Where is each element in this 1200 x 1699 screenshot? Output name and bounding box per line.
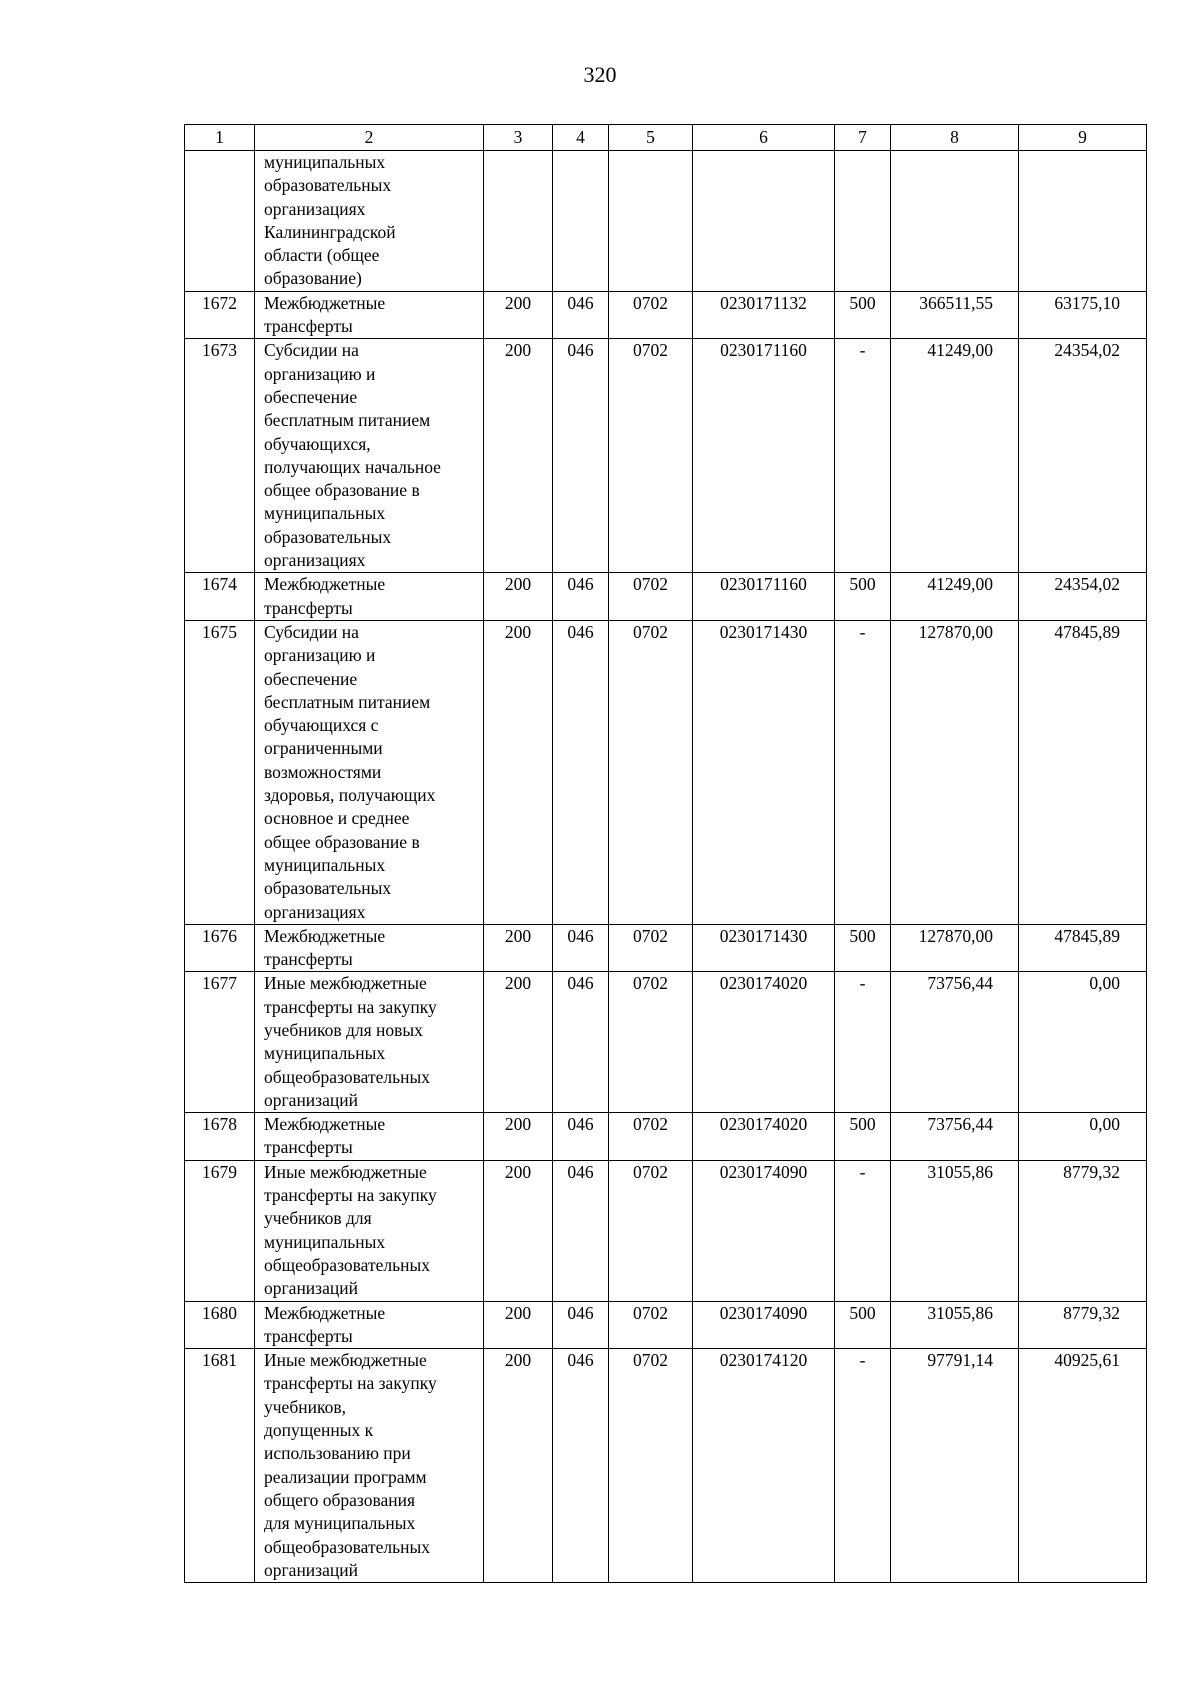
code-6-cell: 0230171132 bbox=[693, 291, 835, 339]
code-7-cell: - bbox=[835, 620, 891, 924]
code-4-cell: 046 bbox=[553, 1160, 609, 1301]
amount-9-cell bbox=[1019, 151, 1147, 292]
item-name-line: Иные межбюджетные bbox=[264, 973, 427, 994]
code-3-cell: 200 bbox=[484, 924, 553, 972]
code-3-cell: 200 bbox=[484, 620, 553, 924]
row-number-cell: 1673 bbox=[185, 339, 255, 573]
code-4-cell: 046 bbox=[553, 291, 609, 339]
table-row bbox=[185, 573, 1147, 621]
amount-8-cell: 31055,86 bbox=[891, 1301, 1019, 1349]
item-name-line: организаций bbox=[264, 1559, 358, 1580]
item-name-line: общеобразовательных bbox=[264, 1066, 430, 1087]
item-name-line: муниципальных bbox=[264, 152, 386, 172]
item-name-line: организациях bbox=[264, 550, 366, 571]
code-3-cell: 200 bbox=[484, 1160, 553, 1301]
code-4-cell: 046 bbox=[553, 1113, 609, 1161]
item-name-cell bbox=[255, 972, 484, 1113]
item-name-line: бесплатным питанием bbox=[264, 410, 431, 431]
header-cell: 5 bbox=[609, 125, 693, 151]
page-number: 320 bbox=[583, 62, 617, 87]
header-row bbox=[185, 125, 1147, 151]
item-name-line: Межбюджетные bbox=[264, 574, 386, 595]
amount-9-cell: 40925,61 bbox=[1019, 1349, 1147, 1583]
table-row bbox=[185, 291, 1147, 339]
code-5-cell: 0702 bbox=[609, 339, 693, 573]
item-name-line: образовательных bbox=[264, 175, 392, 196]
amount-8-cell: 97791,14 bbox=[891, 1349, 1019, 1583]
code-4-cell: 046 bbox=[553, 924, 609, 972]
code-5-cell bbox=[609, 151, 693, 292]
code-4-cell: 046 bbox=[553, 620, 609, 924]
amount-8-cell bbox=[891, 151, 1019, 292]
row-number-cell: 1675 bbox=[185, 620, 255, 924]
code-5-cell: 0702 bbox=[609, 924, 693, 972]
item-name-line: Иные межбюджетные bbox=[264, 1161, 427, 1182]
code-4-cell: 046 bbox=[553, 972, 609, 1113]
item-name-line: общеобразовательных bbox=[264, 1254, 430, 1275]
table-row bbox=[185, 972, 1147, 1113]
row-number-cell: 1681 bbox=[185, 1349, 255, 1583]
item-name-line: образование) bbox=[264, 268, 362, 289]
code-6-cell: 0230174090 bbox=[693, 1160, 835, 1301]
item-name-cell bbox=[255, 1301, 484, 1349]
item-name-line: общее образование в bbox=[264, 831, 420, 852]
amount-8-cell: 41249,00 bbox=[891, 573, 1019, 621]
code-7-cell: 500 bbox=[835, 1113, 891, 1161]
item-name-line: обеспечение bbox=[264, 386, 358, 407]
item-name-line: для муниципальных bbox=[264, 1513, 416, 1534]
item-name-line: Калининградской bbox=[264, 221, 396, 242]
code-6-cell: 0230174090 bbox=[693, 1301, 835, 1349]
item-name-line: ограниченными bbox=[264, 738, 383, 759]
item-name-line: организацию и bbox=[264, 363, 376, 384]
header-cell: 1 bbox=[185, 125, 255, 151]
item-name-line: трансферты bbox=[264, 597, 353, 618]
item-name-line: организацию и bbox=[264, 645, 376, 666]
amount-9-cell: 0,00 bbox=[1019, 972, 1147, 1113]
item-name-cell bbox=[255, 573, 484, 621]
item-name-line: обеспечение bbox=[264, 668, 358, 689]
item-name-line: общеобразовательных bbox=[264, 1536, 430, 1557]
table-row bbox=[185, 924, 1147, 972]
code-7-cell: 500 bbox=[835, 1301, 891, 1349]
code-3-cell: 200 bbox=[484, 573, 553, 621]
code-7-cell bbox=[835, 151, 891, 292]
item-name-line: организациях bbox=[264, 198, 366, 219]
amount-9-cell: 8779,32 bbox=[1019, 1160, 1147, 1301]
table-row bbox=[185, 151, 1147, 292]
item-name-line: трансферты на закупку bbox=[264, 1373, 437, 1394]
amount-9-cell: 47845,89 bbox=[1019, 620, 1147, 924]
item-name-line: здоровья, получающих bbox=[264, 785, 436, 806]
code-3-cell: 200 bbox=[484, 1113, 553, 1161]
row-number-cell: 1677 bbox=[185, 972, 255, 1113]
code-3-cell: 200 bbox=[484, 972, 553, 1113]
header-cell: 9 bbox=[1019, 125, 1147, 151]
code-7-cell: 500 bbox=[835, 924, 891, 972]
amount-8-cell: 31055,86 bbox=[891, 1160, 1019, 1301]
table-row bbox=[185, 1349, 1147, 1583]
code-6-cell: 0230174020 bbox=[693, 972, 835, 1113]
code-7-cell: 500 bbox=[835, 291, 891, 339]
code-6-cell: 0230171160 bbox=[693, 339, 835, 573]
item-name-line: образовательных bbox=[264, 526, 392, 547]
item-name-line: учебников, bbox=[264, 1396, 346, 1417]
item-name-line: обучающихся с bbox=[264, 715, 379, 736]
amount-8-cell: 366511,55 bbox=[891, 291, 1019, 339]
item-name-line: образовательных bbox=[264, 878, 392, 899]
amount-8-cell: 73756,44 bbox=[891, 972, 1019, 1113]
code-4-cell: 046 bbox=[553, 1301, 609, 1349]
code-6-cell: 0230171430 bbox=[693, 620, 835, 924]
item-name-cell bbox=[255, 339, 484, 573]
item-name-cell bbox=[255, 151, 484, 292]
header-cell: 2 bbox=[255, 125, 484, 151]
item-name-line: трансферты bbox=[264, 1137, 353, 1158]
code-5-cell: 0702 bbox=[609, 1349, 693, 1583]
code-6-cell: 0230174120 bbox=[693, 1349, 835, 1583]
header-cell: 7 bbox=[835, 125, 891, 151]
item-name-line: трансферты на закупку bbox=[264, 1185, 437, 1206]
code-7-cell: - bbox=[835, 1160, 891, 1301]
item-name-line: Иные межбюджетные bbox=[264, 1350, 427, 1371]
header-cell: 3 bbox=[484, 125, 553, 151]
code-7-cell: - bbox=[835, 1349, 891, 1583]
code-7-cell: 500 bbox=[835, 573, 891, 621]
amount-8-cell: 73756,44 bbox=[891, 1113, 1019, 1161]
code-6-cell bbox=[693, 151, 835, 292]
item-name-line: Межбюджетные bbox=[264, 292, 386, 313]
header-cell: 4 bbox=[553, 125, 609, 151]
item-name-line: общего образования bbox=[264, 1489, 416, 1510]
item-name-line: организаций bbox=[264, 1278, 358, 1299]
item-name-line: области (общее bbox=[264, 245, 380, 266]
table-row bbox=[185, 339, 1147, 573]
code-4-cell: 046 bbox=[553, 573, 609, 621]
row-number-cell: 1678 bbox=[185, 1113, 255, 1161]
code-5-cell: 0702 bbox=[609, 1301, 693, 1349]
item-name-line: Субсидии на bbox=[264, 621, 359, 642]
code-3-cell: 200 bbox=[484, 1301, 553, 1349]
item-name-line: трансферты bbox=[264, 949, 353, 970]
code-5-cell: 0702 bbox=[609, 1160, 693, 1301]
item-name-line: муниципальных bbox=[264, 854, 386, 875]
code-5-cell: 0702 bbox=[609, 291, 693, 339]
item-name-cell bbox=[255, 1113, 484, 1161]
code-4-cell: 046 bbox=[553, 1349, 609, 1583]
item-name-line: допущенных к bbox=[264, 1420, 374, 1441]
code-6-cell: 0230171430 bbox=[693, 924, 835, 972]
item-name-cell bbox=[255, 924, 484, 972]
row-number-cell: 1676 bbox=[185, 924, 255, 972]
item-name-line: Субсидии на bbox=[264, 340, 359, 361]
amount-9-cell: 63175,10 bbox=[1019, 291, 1147, 339]
item-name-line: муниципальных bbox=[264, 503, 386, 524]
item-name-line: Межбюджетные bbox=[264, 925, 386, 946]
code-3-cell: 200 bbox=[484, 1349, 553, 1583]
amount-9-cell: 47845,89 bbox=[1019, 924, 1147, 972]
code-4-cell bbox=[553, 151, 609, 292]
item-name-cell bbox=[255, 291, 484, 339]
code-3-cell: 200 bbox=[484, 339, 553, 573]
code-3-cell: 200 bbox=[484, 291, 553, 339]
item-name-line: муниципальных bbox=[264, 1231, 386, 1252]
item-name-cell bbox=[255, 1349, 484, 1583]
code-6-cell: 0230174020 bbox=[693, 1113, 835, 1161]
item-name-cell bbox=[255, 620, 484, 924]
amount-8-cell: 127870,00 bbox=[891, 924, 1019, 972]
item-name-line: трансферты bbox=[264, 1325, 353, 1346]
item-name-line: использованию при bbox=[264, 1443, 411, 1464]
table-row bbox=[185, 620, 1147, 924]
amount-9-cell: 8779,32 bbox=[1019, 1301, 1147, 1349]
item-name-line: учебников для новых bbox=[264, 1019, 423, 1040]
item-name-line: получающих начальное bbox=[264, 456, 441, 477]
item-name-line: трансферты на закупку bbox=[264, 996, 437, 1017]
item-name-line: обучающихся, bbox=[264, 433, 371, 454]
item-name-line: реализации программ bbox=[264, 1466, 427, 1487]
code-5-cell: 0702 bbox=[609, 620, 693, 924]
table-body bbox=[185, 151, 1147, 1583]
item-name-line: общее образование в bbox=[264, 480, 420, 501]
code-5-cell: 0702 bbox=[609, 1113, 693, 1161]
item-name-line: трансферты bbox=[264, 316, 353, 337]
item-name-line: организаций bbox=[264, 1089, 358, 1110]
item-name-line: организациях bbox=[264, 901, 366, 922]
row-number-cell: 1672 bbox=[185, 291, 255, 339]
code-7-cell: - bbox=[835, 972, 891, 1113]
table-row bbox=[185, 1113, 1147, 1161]
amount-8-cell: 41249,00 bbox=[891, 339, 1019, 573]
code-6-cell: 0230171160 bbox=[693, 573, 835, 621]
item-name-line: бесплатным питанием bbox=[264, 691, 431, 712]
code-4-cell: 046 bbox=[553, 339, 609, 573]
header-cell: 8 bbox=[891, 125, 1019, 151]
item-name-line: учебников для bbox=[264, 1208, 372, 1229]
amount-9-cell: 0,00 bbox=[1019, 1113, 1147, 1161]
row-number-cell: 1674 bbox=[185, 573, 255, 621]
amount-9-cell: 24354,02 bbox=[1019, 573, 1147, 621]
item-name-line: Межбюджетные bbox=[264, 1114, 386, 1135]
code-3-cell bbox=[484, 151, 553, 292]
row-number-cell bbox=[185, 151, 255, 292]
item-name-line: Межбюджетные bbox=[264, 1302, 386, 1323]
item-name-cell bbox=[255, 1160, 484, 1301]
item-name-line: основное и среднее bbox=[264, 808, 410, 829]
budget-table bbox=[184, 124, 1147, 1583]
code-5-cell: 0702 bbox=[609, 573, 693, 621]
row-number-cell: 1679 bbox=[185, 1160, 255, 1301]
table-row bbox=[185, 1301, 1147, 1349]
amount-8-cell: 127870,00 bbox=[891, 620, 1019, 924]
table-row bbox=[185, 1160, 1147, 1301]
amount-9-cell: 24354,02 bbox=[1019, 339, 1147, 573]
header-cell: 6 bbox=[693, 125, 835, 151]
code-7-cell: - bbox=[835, 339, 891, 573]
item-name-line: возможностями bbox=[264, 761, 382, 782]
row-number-cell: 1680 bbox=[185, 1301, 255, 1349]
item-name-line: муниципальных bbox=[264, 1043, 386, 1064]
code-5-cell: 0702 bbox=[609, 972, 693, 1113]
